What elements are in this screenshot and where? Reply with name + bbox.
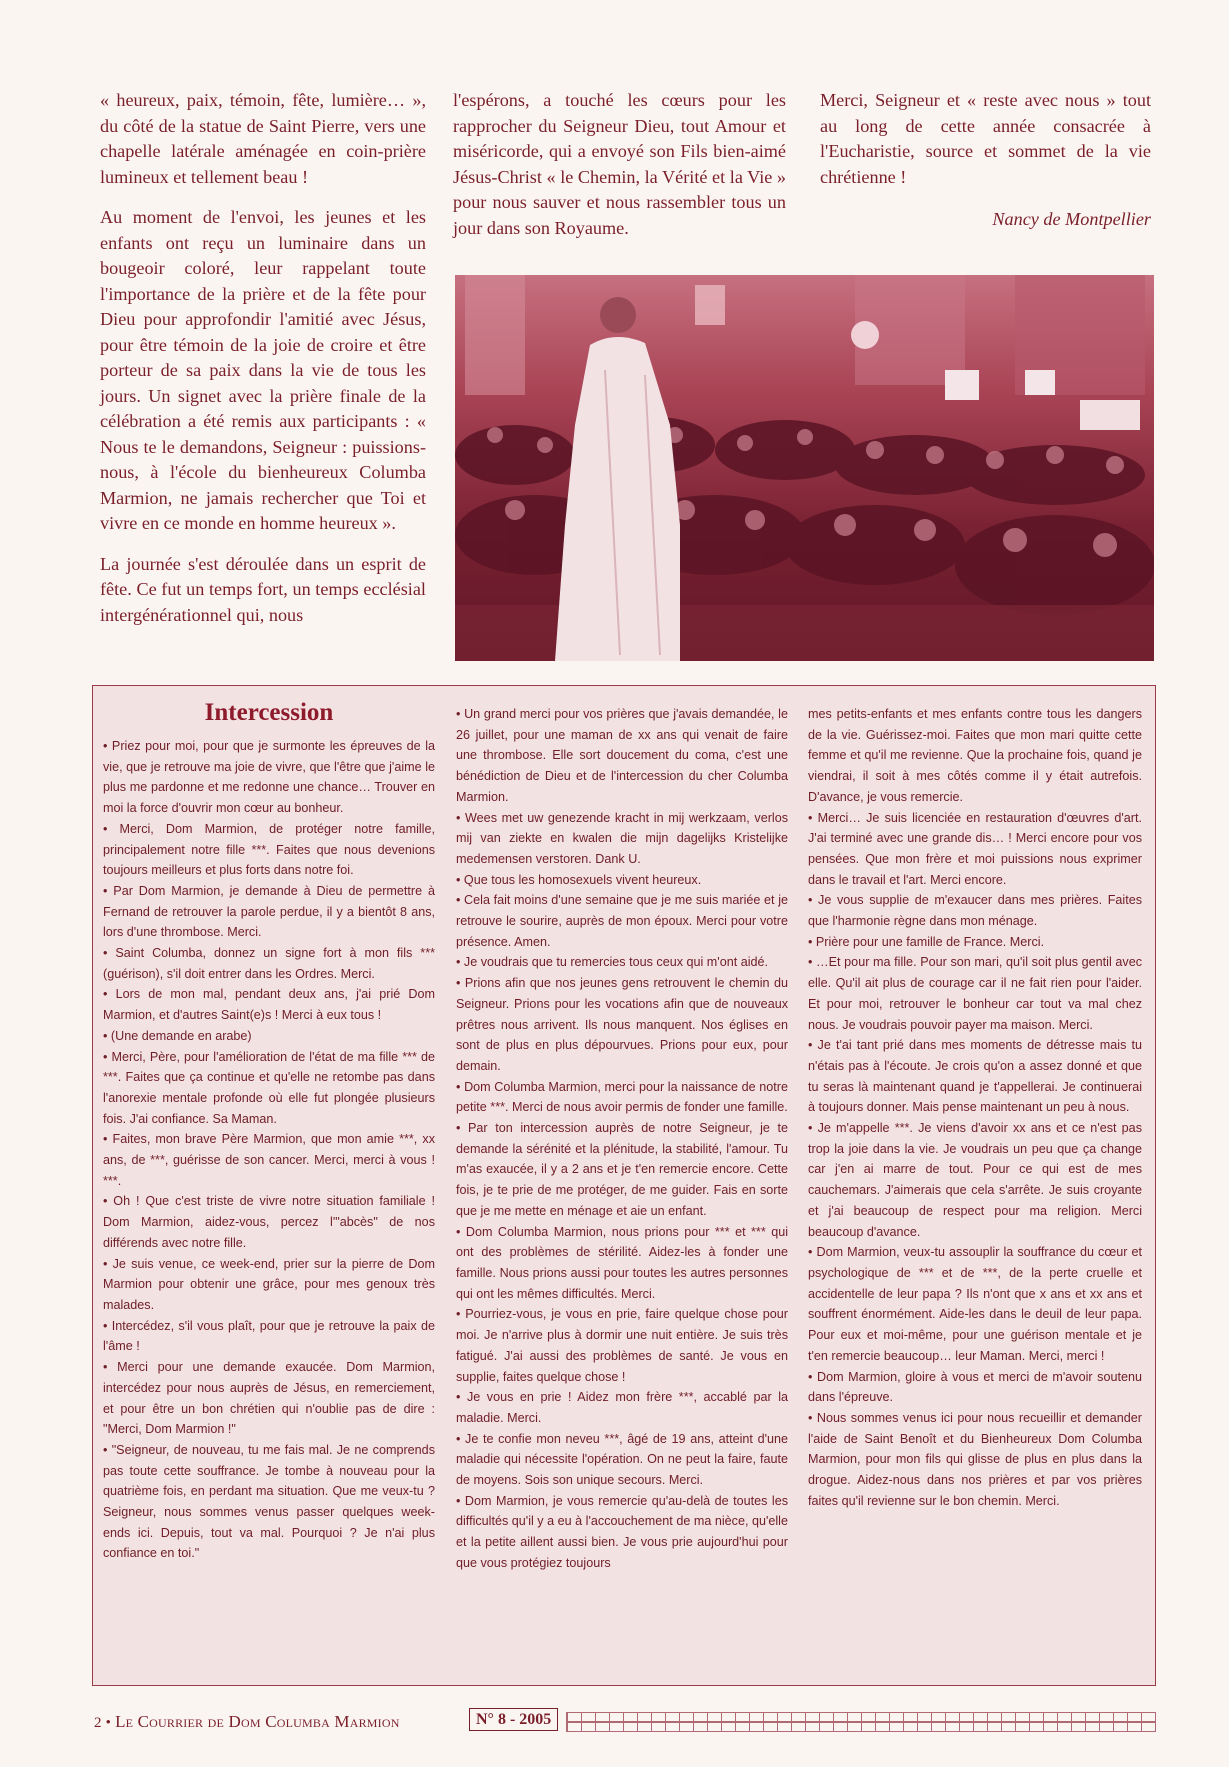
intercession-item: • Merci pour une demande exaucée. Dom Marmion, intercédez pour nous auprès de Jésus, en remerciement, et pour être un bon chrétien qui n'oublie pas de dire : "Merci, Dom Marmion !" bbox=[103, 1360, 435, 1437]
intercession-item: • Merci… Je suis licenciée en restauration d'œuvres d'art. J'ai terminé avec une grande dis… ! Merci encore pour vos pensées. Que mon frère et moi puissions nous exprimer dans le travail et l'art. Merci encore. bbox=[808, 810, 1142, 887]
intercession-item: • Prions afin que nos jeunes gens retrouvent le chemin du Seigneur. Prions pour les vocations afin que de nouveaux prêtres nous arrivent. Ils nous manquent. Nos églises en sont de plus en plus dépourvues. Prions pour eux, pour demain. bbox=[456, 976, 788, 1073]
decorative-ruler bbox=[566, 1712, 1156, 1732]
page-number: 2 • bbox=[94, 1715, 112, 1731]
intercession-item: • "Seigneur, de nouveau, tu me fais mal. Je ne comprends pas toute cette souffrance. Je tombe à nouveau pour la quatrième fois, en perdant ma situation. Que me veux-tu ? Seigneur, nous sommes venus passer quelques week-ends ici. Depuis, tout va mal. Pourquoi ? Je n'ai plus confiance en toi." bbox=[103, 1442, 435, 1561]
intercession-item: • Saint Columba, donnez un signe fort à mon fils *** (guérison), s'il doit entrer dans les Ordres. Merci. bbox=[103, 946, 435, 981]
intercession-column-2 bbox=[456, 704, 788, 1574]
intercession-item: • Je t'ai tant prié dans mes moments de détresse mais tu n'étais pas à l'écoute. Je crois qu'on a assez donné et que tu seras là maintenant quand je t'appellerai. Je continuerai à toujours donner. Mais pense maintenant un peu à nous. bbox=[808, 1038, 1142, 1115]
intercession-item: • Oh ! Que c'est triste de vivre notre situation familiale ! Dom Marmion, aidez-vous, percez l'"abcès" de nos différends avec notre fille. bbox=[103, 1194, 435, 1250]
intercession-item: • Par ton intercession auprès de notre Seigneur, je te demande la sérénité et la plénitude, la stabilité, l'amour. Tu m'as exaucée, il y a 2 ans et je t'en remercie encore. Cette fois, je te prie de me protéger, de me guider. Fais en sorte que je me mette en ménage et aie un enfant. bbox=[456, 1121, 788, 1218]
intercession-item: • Je vous supplie de m'exaucer dans mes prières. Faites que l'harmonie règne dans mon ménage. bbox=[808, 893, 1142, 929]
intercession-column-1 bbox=[103, 698, 435, 1564]
article-column-2 bbox=[453, 88, 786, 256]
article-paragraph: La journée s'est déroulée dans un esprit de fête. Ce fut un temps fort, un temps ecclésial intergénérationnel qui, nous bbox=[100, 553, 426, 625]
intercession-item: • Je vous en prie ! Aidez mon frère ***, accablé par la maladie. Merci. bbox=[456, 1390, 788, 1425]
intercession-item: • Dom Columba Marmion, merci pour la naissance de notre petite ***. Merci de nous avoir permis de fonder une famille. bbox=[456, 1079, 788, 1115]
article-paragraph: Au moment de l'envoi, les jeunes et les enfants ont reçu un luminaire dans un bougeoir coloré, leur rappelant toute l'importance de la prière et de la fête pour Dieu pour approfondir l'amitié avec Jésus, pour être témoin de la joie de croire et être porteur de sa paix dans la vie de tous les jours. Un signet avec la prière finale de la célébration a été remis aux participants : « Nous te le demandons, Seigneur : puissions-nous, à l'école du bienheureux Columba Marmion, ne jamais rechercher que Toi et vivre en ce monde en homme heureux ». bbox=[100, 207, 426, 533]
issue-number: N° 8 - 2005 bbox=[469, 1708, 558, 1731]
intercession-box bbox=[92, 685, 1156, 1686]
intercession-item: • Wees met uw genezende kracht in mij werkzaam, verlos mij van ziekte en kwalen die mijn dagelijks Kristelijke medemensen verstoren. Dank U. bbox=[456, 810, 788, 866]
intercession-item: mes petits-enfants et mes enfants contre tous les dangers de la vie. Guérissez-moi. Faites que mon mari quitte cette femme et qu'il me revienne. Que la prochaine fois, quand je viendrai, il soit à mes côtés comme il y était autrefois. D'avance, je vous remercie. bbox=[808, 707, 1142, 804]
church-gathering-photo bbox=[455, 275, 1154, 661]
article-paragraph: « heureux, paix, témoin, fête, lumière… », du côté de la statue de Saint Pierre, vers une chapelle latérale aménagée en coin-prière lumineux et tellement beau ! bbox=[100, 90, 426, 187]
intercession-item: • Faites, mon brave Père Marmion, que mon amie ***, xx ans, de ***, guérisse de son cancer. Merci, merci à vous ! ***. bbox=[103, 1132, 435, 1188]
article-column-1 bbox=[100, 88, 426, 643]
intercession-item: • Intercédez, s'il vous plaît, pour que je retrouve la paix de l'âme ! bbox=[103, 1318, 435, 1354]
intercession-item: • Merci, Dom Marmion, de protéger notre famille, principalement notre fille ***. Faites que nous devenions toujours meilleurs et plus forts dans notre foi. bbox=[103, 821, 435, 878]
intercession-item: • Dom Columba Marmion, nous prions pour *** et *** qui ont des problèmes de stérilité. Aidez-les à fonder une famille. Nous prions aussi pour toutes les autres personnes qui ont les mêmes difficultés. Merci. bbox=[456, 1224, 788, 1301]
intercession-item: • Pourriez-vous, je vous en prie, faire quelque chose pour moi. Je n'arrive plus à dormir une nuit entière. Je suis très fatigué. J'ai aussi des problèmes de santé. Je vous en supplie, faites quelque chose ! bbox=[456, 1307, 788, 1384]
intercession-item: • Dom Marmion, veux-tu assouplir la souffrance du cœur et psychologique de *** et de ***, de la perte cruelle et accidentelle de leur papa ? Ils n'ont que x ans et xx ans et souffrent énormément. Aide-les dans le deuil de leur papa. Pour eux et moi-même, pour une guérison mentale et je t'en remercie beaucoup… leur Maman. Merci, merci ! bbox=[808, 1245, 1142, 1363]
intercession-item: • Prière pour une famille de France. Merci. bbox=[808, 934, 1045, 949]
intercession-title: Intercession bbox=[204, 699, 334, 726]
intercession-item: • Merci, Père, pour l'amélioration de l'état de ma fille *** de ***. Faites que ça continue et qu'elle ne retombe pas dans l'anorexie mentale profonde où elle fut plongée plusieurs fois. J'ai confiance. Sa Maman. bbox=[103, 1049, 435, 1126]
article-column-3 bbox=[820, 88, 1151, 233]
intercession-item: • (Une demande en arabe) bbox=[103, 1028, 252, 1043]
intercession-item: • Cela fait moins d'une semaine que je me suis mariée et je retrouve le sourire, auprès de mon époux. Merci pour votre présence. Amen. bbox=[456, 893, 788, 949]
intercession-item: • Je voudrais que tu remercies tous ceux qui m'ont aidé. bbox=[456, 955, 769, 970]
intercession-item: • Un grand merci pour vos prières que j'avais demandée, le 26 juillet, pour une maman de xx ans qui venait de faire une thrombose. Elle sort doucement du coma, c'est une bénédiction de Dieu et de l'intercession du cher Columba Marmion. bbox=[456, 707, 788, 804]
intercession-item: • Je te confie mon neveu ***, âgé de 19 ans, atteint d'une maladie qui nécessite l'opération. On ne peut la faire, faute de moyens. Sois son unique secours. Merci. bbox=[456, 1431, 788, 1488]
intercession-item: • Par Dom Marmion, je demande à Dieu de permettre à Fernand de retrouver la parole perdue, il y a bientôt 8 ans, lors d'une thrombose. Merci. bbox=[103, 883, 435, 940]
intercession-item: • Je suis venue, ce week-end, prier sur la pierre de Dom Marmion pour obtenir une grâce, pour mes genoux très malades. bbox=[103, 1256, 435, 1312]
intercession-item: • Nous sommes venus ici pour nous recueillir et demander l'aide de Saint Benoît et du Bienheureux Dom Columba Marmion, pour mon fils qui glisse de plus en plus dans la drogue. Aidez-nous dans nos prières et par vos prières faites qu'il revienne sur le bon chemin. Merci. bbox=[808, 1410, 1142, 1508]
article-paragraph: l'espérons, a touché les cœurs pour les rapprocher du Seigneur Dieu, tout Amour et miséricorde, qui a envoyé son Fils bien-aimé Jésus-Christ « le Chemin, la Vérité et la Vie » pour nous sauver et nous rassembler tous un jour dans son Royaume. bbox=[453, 90, 786, 238]
article-signature: Nancy de Montpellier bbox=[992, 209, 1151, 229]
intercession-column-3 bbox=[808, 704, 1142, 1511]
intercession-item: • Priez pour moi, pour que je surmonte les épreuves de la vie, que je retrouve ma joie de vivre, que l'être que j'aime le plus me pardonne et me redonne une chance… Trouver en moi la force d'ouvrir mon cœur au bonheur. bbox=[103, 739, 435, 816]
intercession-item: • Lors de mon mal, pendant deux ans, j'ai prié Dom Marmion, et d'autres Saint(e)s ! Merci à eux tous ! bbox=[103, 987, 435, 1023]
article-paragraph: Merci, Seigneur et « reste avec nous » tout au long de cette année consacrée à l'Eucharistie, source et sommet de la vie chrétienne ! bbox=[820, 90, 1151, 187]
intercession-item: • Je m'appelle ***. Je viens d'avoir xx ans et ce n'est pas trop la joie dans la vie. Je voudrais un peu que ça change car j'en ai marre de tout. Pour ce qui est de mes cauchemars. J'aimerais que cela s'arrête. Je suis croyante et j'ai beaucoup de respect pour ma religion. Merci beaucoup d'avance. bbox=[808, 1121, 1142, 1239]
page-footer bbox=[94, 1712, 400, 1732]
publication-name: Le Courrier de Dom Columba Marmion bbox=[115, 1712, 400, 1731]
intercession-item: • Dom Marmion, gloire à vous et merci de m'avoir soutenu dans l'épreuve. bbox=[808, 1369, 1142, 1405]
intercession-item: • …Et pour ma fille. Pour son mari, qu'il soit plus gentil avec elle. Qu'il ait plus de courage car il ne fait rien pour l'aider. Et pour moi, retrouver le bonheur car tout va mal chez nous. Je voudrais pouvoir payer ma maison. Merci. bbox=[808, 955, 1142, 1032]
intercession-item: • Dom Marmion, je vous remercie qu'au-delà de toutes les difficultés qu'il y a eu à l'accouchement de ma nièce, qu'elle et la petite aillent aussi bien. Je vous prie aujourd'hui pour que vous protégiez toujours bbox=[456, 1493, 788, 1570]
intercession-item: • Que tous les homosexuels vivent heureux. bbox=[456, 872, 702, 887]
